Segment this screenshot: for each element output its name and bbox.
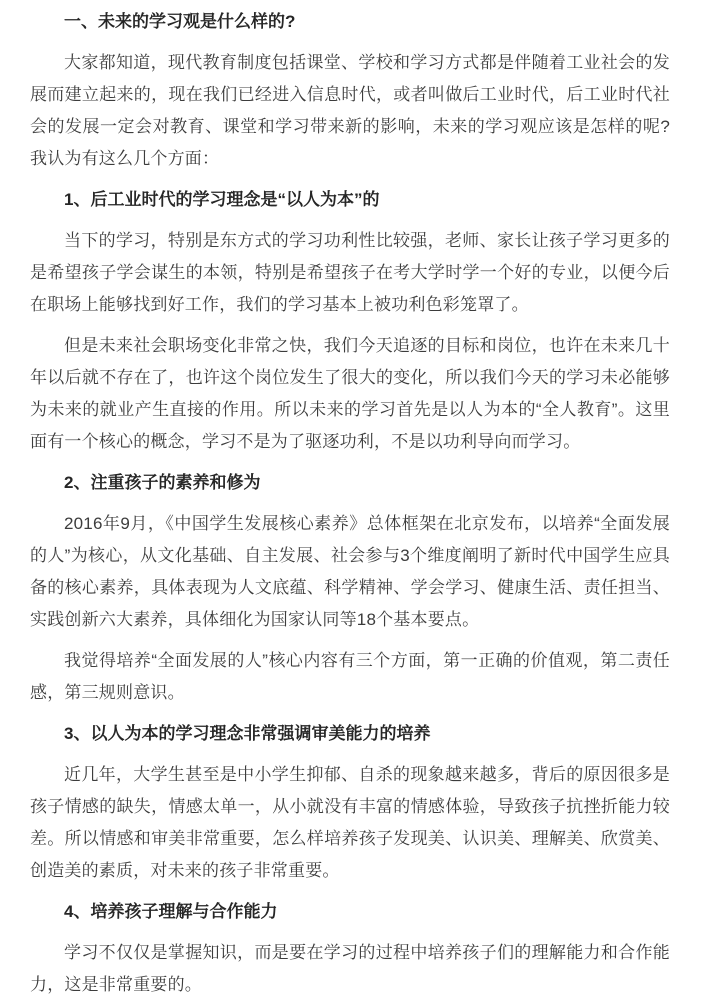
document-section	[30, 6, 670, 175]
paragraph: 我觉得培养“全面发展的人”核心内容有三个方面，第一正确的价值观，第二责任感，第三规则意识。	[30, 651, 670, 702]
section-heading: 一、未来的学习观是什么样的?	[64, 12, 296, 31]
paragraph: 大家都知道，现代教育制度包括课堂、学校和学习方式都是伴随着工业社会的发展而建立起来的，现在我们已经进入信息时代，或者叫做后工业时代，后工业时代社会的发展一定会对教育、课堂和学习带来新的影响，未来的学习观应该是怎样的呢?我认为有这么几个方面：	[30, 53, 670, 168]
section-heading: 2、注重孩子的素养和修为	[64, 473, 261, 492]
paragraph: 但是未来社会职场变化非常之快，我们今天追逐的目标和岗位，也许在未来几十年以后就不存在了，也许这个岗位发生了很大的变化，所以我们今天的学习未必能够为未来的就业产生直接的作用。所以未来的学习首先是以人为本的“全人教育”。这里面有一个核心的概念，学习不是为了驱逐功利，不是以功利导向而学习。	[30, 336, 670, 451]
paragraph: 近几年，大学生甚至是中小学生抑郁、自杀的现象越来越多，背后的原因很多是孩子情感的缺失，情感太单一，从小就没有丰富的情感体验，导致孩子抗挫折能力较差。所以情感和审美非常重要，怎么样培养孩子发现美、认识美、理解美、欣赏美、创造美的素质，对未来的孩子非常重要。	[30, 765, 670, 880]
paragraph: 2016年9月，《中国学生发展核心素养》总体框架在北京发布，以培养“全面发展的人”为核心，从文化基础、自主发展、社会参与3个维度阐明了新时代中国学生应具备的核心素养，具体表现为人文底蕴、科学精神、学会学习、健康生活、责任担当、实践创新六大素养，具体细化为国家认同等18个基本要点。	[30, 514, 670, 629]
paragraph: 学习不仅仅是掌握知识，而是要在学习的过程中培养孩子们的理解能力和合作能力，这是非常重要的。	[30, 943, 670, 994]
document-section	[30, 896, 670, 1001]
document-section	[30, 184, 670, 458]
paragraph: 当下的学习，特别是东方式的学习功利性比较强，老师、家长让孩子学习更多的是希望孩子学会谋生的本领，特别是希望孩子在考大学时学一个好的专业，以便今后在职场上能够找到好工作，我们的学习基本上被功利色彩笼罩了。	[30, 231, 670, 314]
section-heading: 4、培养孩子理解与合作能力	[64, 902, 278, 921]
document-section	[30, 718, 670, 887]
document-section	[30, 467, 670, 709]
section-heading: 3、以人为本的学习理念非常强调审美能力的培养	[64, 724, 431, 743]
section-heading: 1、后工业时代的学习理念是“以人为本”的	[64, 190, 380, 209]
